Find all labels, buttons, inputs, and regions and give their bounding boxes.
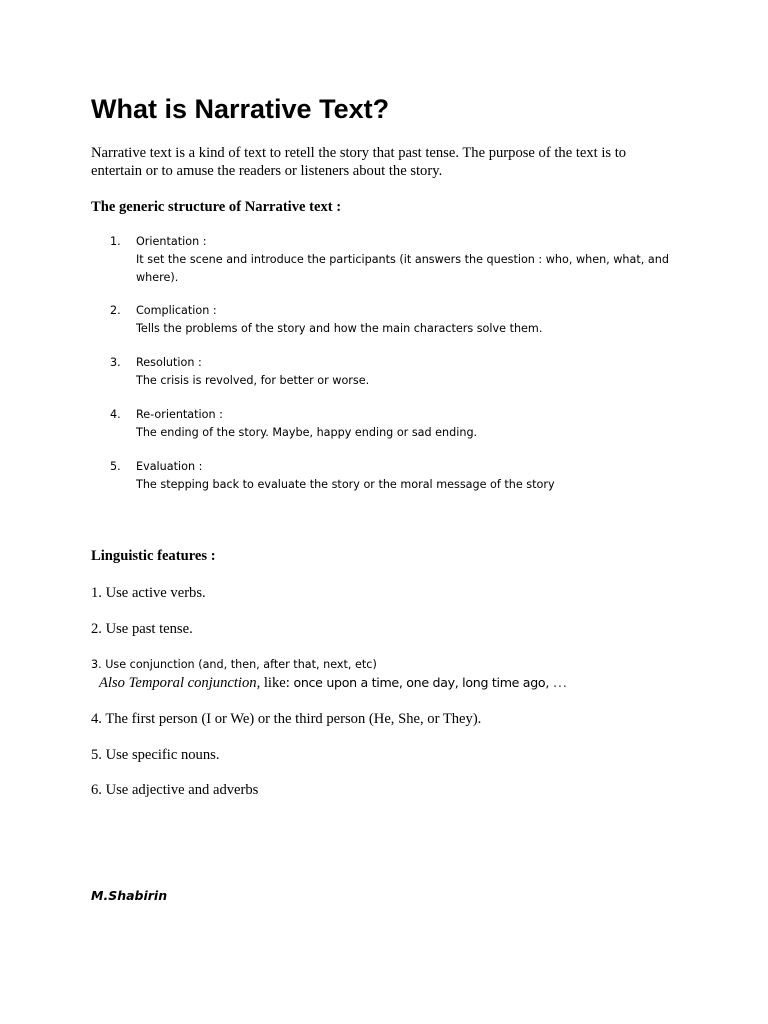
feature-item: 1. Use active verbs.: [91, 585, 206, 601]
linguistic-heading: Linguistic features :: [91, 548, 216, 564]
item-text: The ending of the story. Maybe, happy ending or sad ending.: [136, 426, 478, 439]
item-number: 4.: [110, 408, 121, 421]
item-body: [136, 354, 680, 390]
item-body: [136, 302, 680, 338]
feature-item: 2. Use past tense.: [91, 621, 193, 637]
item-number: 5.: [110, 460, 121, 473]
item-number: 3.: [110, 356, 121, 369]
intro-line: entertain or to amuse the readers or listeners about the story.: [91, 163, 443, 179]
item-label: Evaluation :: [136, 460, 203, 473]
temporal-italic: Also Temporal conjunction: [99, 675, 257, 691]
item-body: [136, 458, 680, 494]
item-label: Resolution :: [136, 356, 202, 369]
item-body: [136, 406, 680, 442]
item-label: Orientation :: [136, 235, 207, 248]
item-text: where).: [136, 271, 179, 284]
feature-item: 3. Use conjunction (and, then, after that, next, etc): [91, 658, 377, 671]
item-text: It set the scene and introduce the participants (it answers the question : who, when, what, and: [136, 253, 669, 266]
page-title: What is Narrative Text?: [91, 94, 390, 124]
item-text: The stepping back to evaluate the story or the moral message of the story: [136, 478, 555, 491]
structure-heading: The generic structure of Narrative text :: [91, 199, 342, 215]
item-number: 1.: [110, 235, 121, 248]
temporal-conjunction-note: [99, 674, 567, 692]
intro-paragraph: [91, 144, 691, 180]
temporal-like: , like:: [256, 675, 294, 691]
item-label: Complication :: [136, 304, 217, 317]
item-number: 2.: [110, 304, 121, 317]
feature-item: 4. The first person (I or We) or the third person (He, She, or They).: [91, 711, 482, 727]
temporal-ellipsis: …: [549, 675, 568, 691]
feature-item: 5. Use specific nouns.: [91, 747, 220, 763]
intro-line: Narrative text is a kind of text to retell the story that past tense. The purpose of the text is to: [91, 145, 627, 161]
author-signature: M.Shabirin: [91, 888, 168, 903]
item-label: Re-orientation :: [136, 408, 223, 421]
feature-item: 6. Use adjective and adverbs: [91, 782, 259, 798]
item-text: Tells the problems of the story and how the main characters solve them.: [136, 322, 543, 335]
item-body: [136, 233, 680, 287]
item-text: The crisis is revolved, for better or worse.: [136, 374, 370, 387]
temporal-examples: once upon a time, one day, long time ago,: [293, 675, 550, 690]
